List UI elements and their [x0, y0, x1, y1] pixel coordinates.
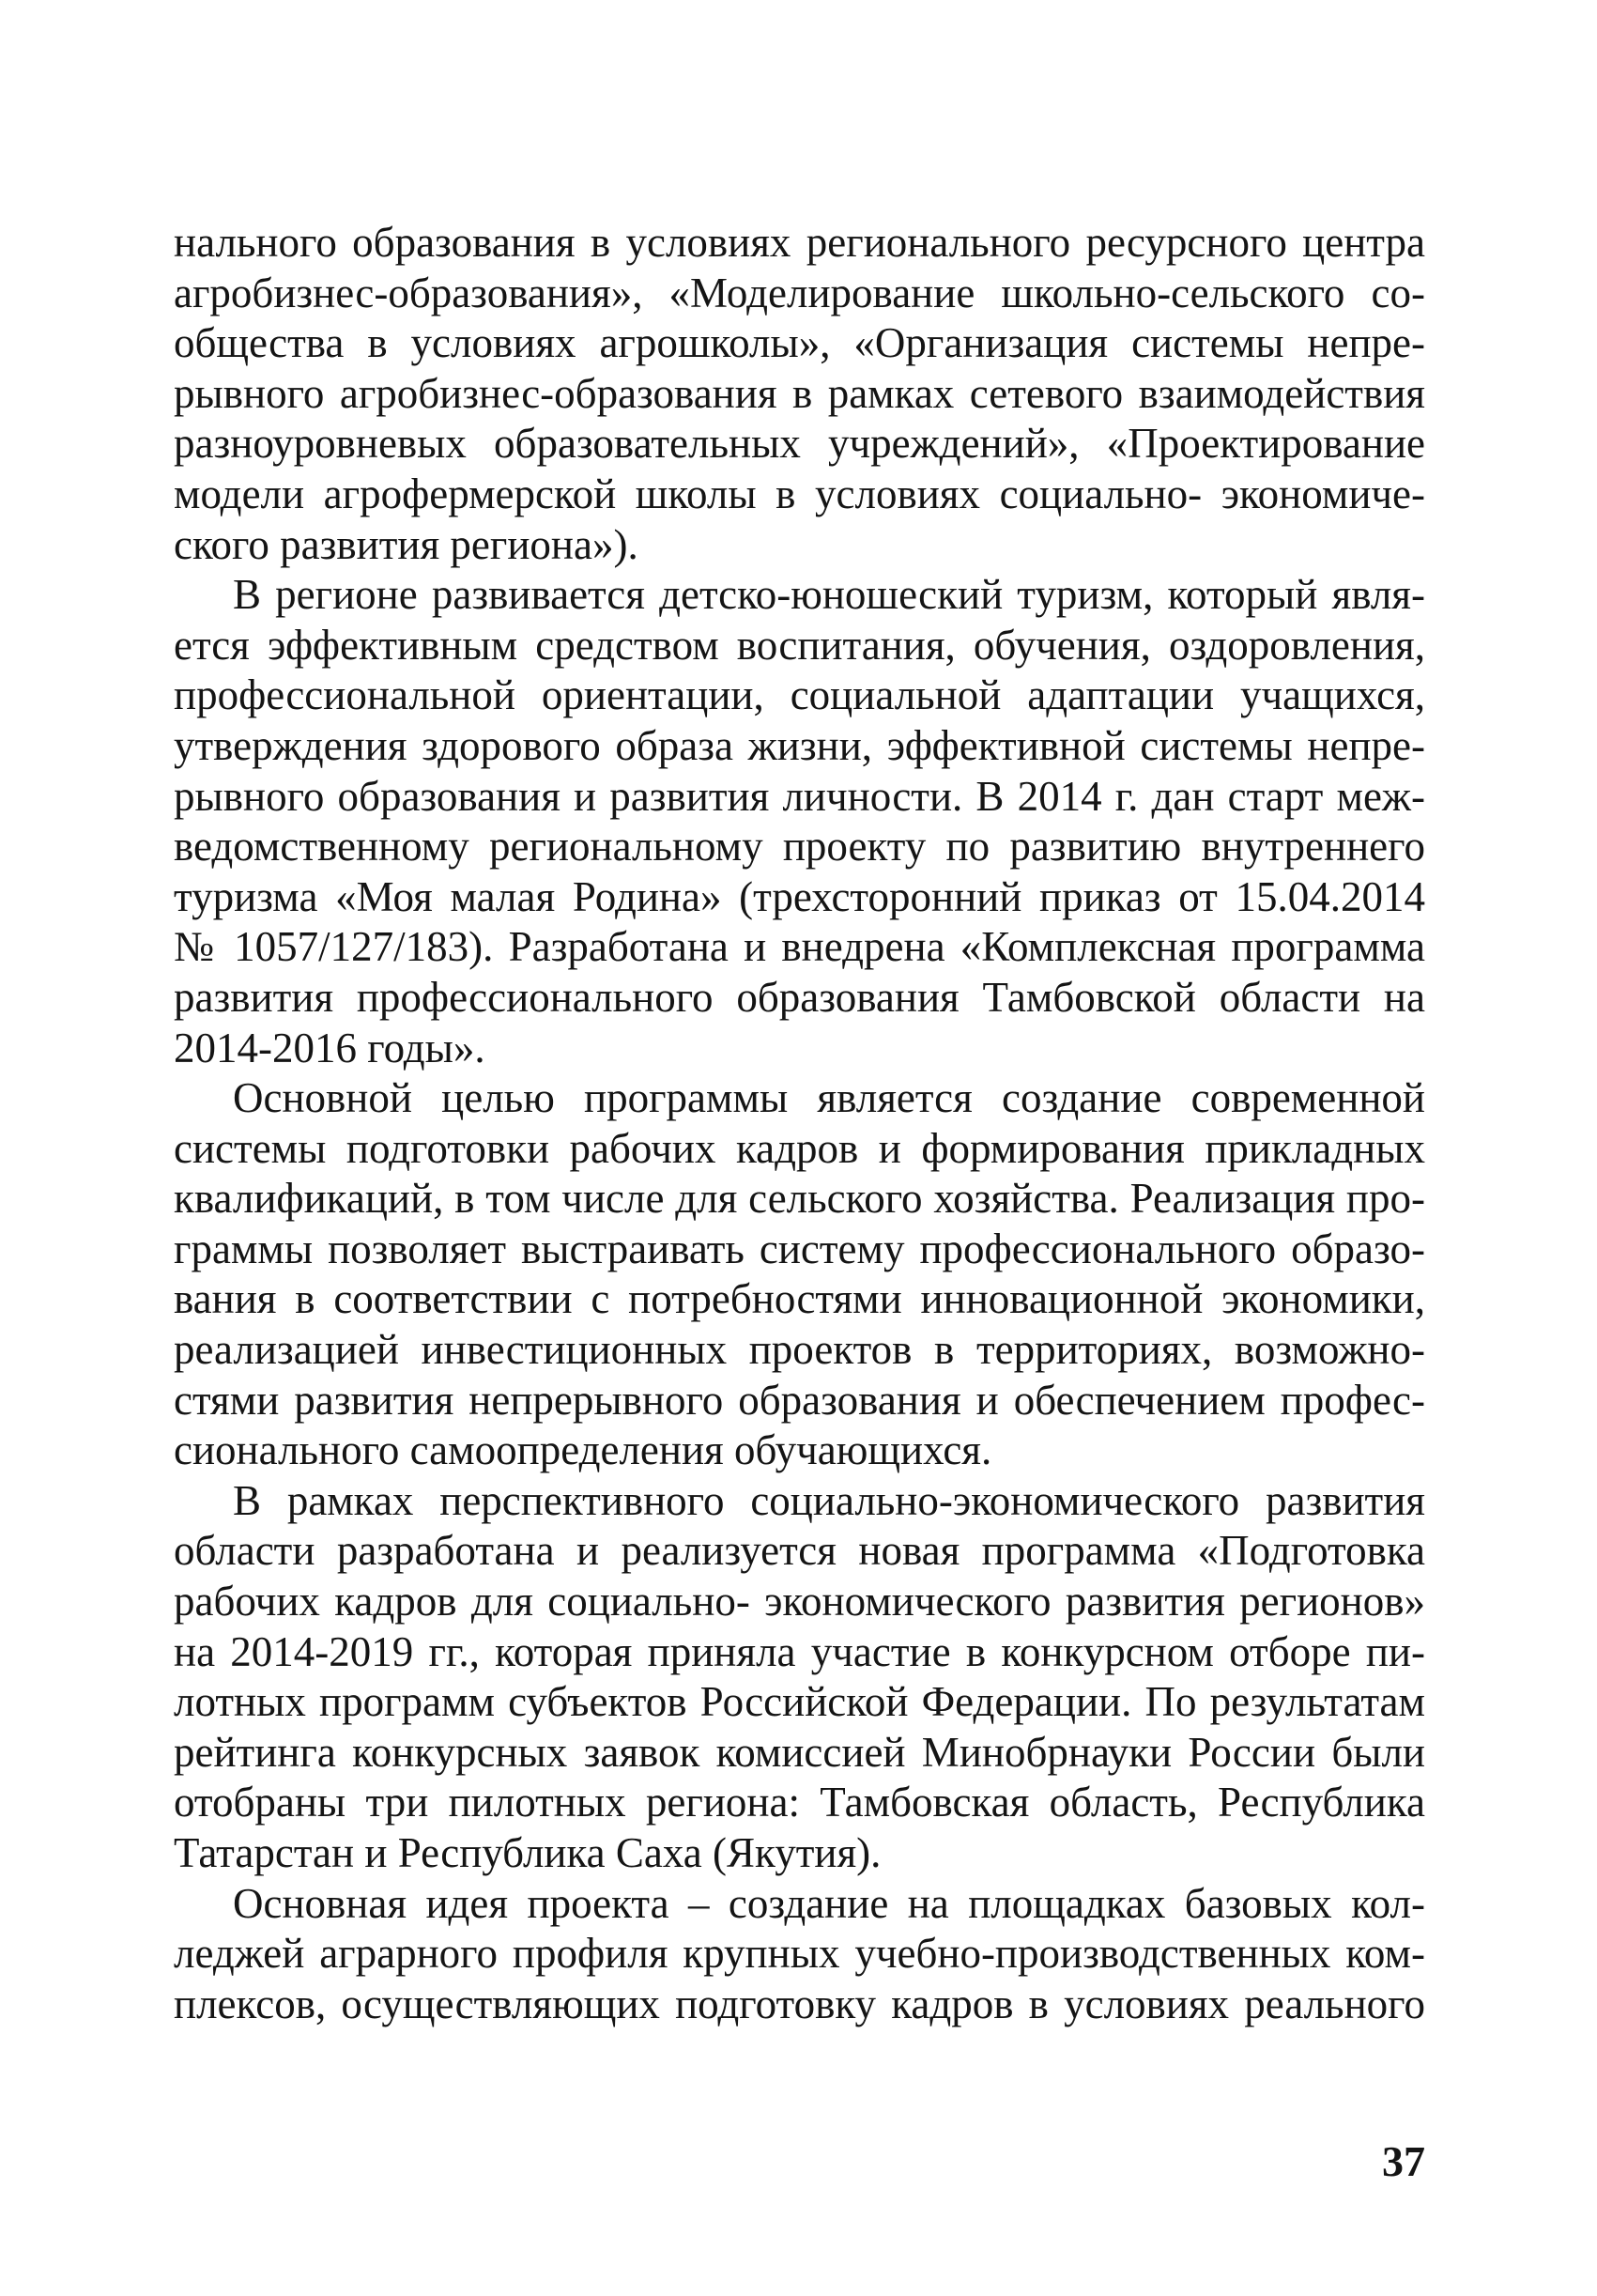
- text-line: системы подготовки рабочих кадров и формирования прикладных: [174, 1124, 1425, 1172]
- text-line: области разработана и реализуется новая программа «Подготовка: [174, 1527, 1425, 1575]
- text-line: сионального самоопределения обучающихся.: [174, 1426, 992, 1474]
- text-line: отобраны три пилотных региона: Тамбовская область, Республика: [174, 1779, 1425, 1826]
- text-line: граммы позволяет выстраивать систему профессионального образо-: [174, 1225, 1425, 1272]
- paragraph-2: [174, 570, 1425, 1023]
- text-line: Основной целью программы является создание современной: [233, 1074, 1425, 1122]
- text-line: В рамках перспективного социально-экономического развития: [233, 1476, 1425, 1524]
- text-line: ется эффективным средством воспитания, обучения, оздоровления,: [174, 621, 1425, 669]
- text-line: рывного образования и развития личности. В 2014 г. дан старт меж-: [174, 772, 1425, 820]
- paragraph-1: [174, 218, 1425, 520]
- text-line: реализацией инвестиционных проектов в территориях, возможно-: [174, 1326, 1425, 1374]
- text-line: леджей аграрного профиля крупных учебно-производственных ком-: [174, 1930, 1425, 1978]
- text-line: модели агрофермерской школы в условиях социально- экономиче-: [174, 470, 1425, 517]
- paragraph-3-end: [174, 1425, 1425, 1476]
- text-line: на 2014-2019 гг., которая приняла участие в конкурсном отборе пи-: [174, 1627, 1425, 1675]
- text-line: агробизнес-образования», «Моделирование школьно-сельского со-: [174, 269, 1425, 316]
- text-line: развития профессионального образования Тамбовской области на: [174, 973, 1425, 1021]
- text-line: рабочих кадров для социально- экономического развития регионов»: [174, 1578, 1425, 1626]
- text-line: общества в условиях агрошколы», «Организация системы непре-: [174, 319, 1425, 367]
- text-line: квалификаций, в том числе для сельского хозяйства. Реализация про-: [174, 1175, 1425, 1223]
- body-text: [174, 218, 1425, 2029]
- text-line: Татарстан и Республика Саха (Якутия).: [174, 1829, 882, 1876]
- paragraph-4-end: [174, 1828, 1425, 1879]
- text-line: Основная идея проекта – создание на площадках базовых кол-: [233, 1879, 1425, 1927]
- paragraph-1-end: [174, 520, 1425, 571]
- text-line: утверждения здорового образа жизни, эффективной системы непре-: [174, 721, 1425, 769]
- paragraph-5: [174, 1879, 1425, 2030]
- page-number: 37: [1382, 2137, 1425, 2185]
- text-line: рейтинга конкурсных заявок комиссией Минобрнауки России были: [174, 1728, 1425, 1776]
- text-line: профессиональной ориентации, социальной адаптации учащихся,: [174, 671, 1425, 719]
- text-line: плексов, осуществляющих подготовку кадров в условиях реального: [174, 1980, 1425, 2027]
- text-line: стями развития непрерывного образования и обеспечением профес-: [174, 1376, 1425, 1424]
- text-line: вания в соответствии с потребностями инновационной экономики,: [174, 1275, 1425, 1323]
- paragraph-4: [174, 1476, 1425, 1828]
- text-line: № 1057/127/183). Разработана и внедрена «Комплексная программа: [174, 923, 1425, 971]
- text-line: лотных программ субъектов Российской Федерации. По результатам: [174, 1678, 1425, 1726]
- text-line: рывного агробизнес-образования в рамках сетевого взаимодействия: [174, 369, 1425, 417]
- text-line: разноуровневых образовательных учреждений», «Проектирование: [174, 420, 1425, 468]
- paragraph-3: [174, 1073, 1425, 1425]
- text-line: ведомственному региональному проекту по развитию внутреннего: [174, 823, 1425, 871]
- text-line: нального образования в условиях регионального ресурсного центра: [174, 219, 1425, 266]
- paragraph-2-end: [174, 1024, 1425, 1074]
- text-line: ского развития региона»).: [174, 520, 638, 568]
- text-line: 2014-2016 годы».: [174, 1024, 485, 1071]
- text-line: В регионе развивается детско-юношеский туризм, который явля-: [233, 571, 1425, 619]
- text-line: туризма «Моя малая Родина» (трехсторонний приказ от 15.04.2014: [174, 872, 1425, 920]
